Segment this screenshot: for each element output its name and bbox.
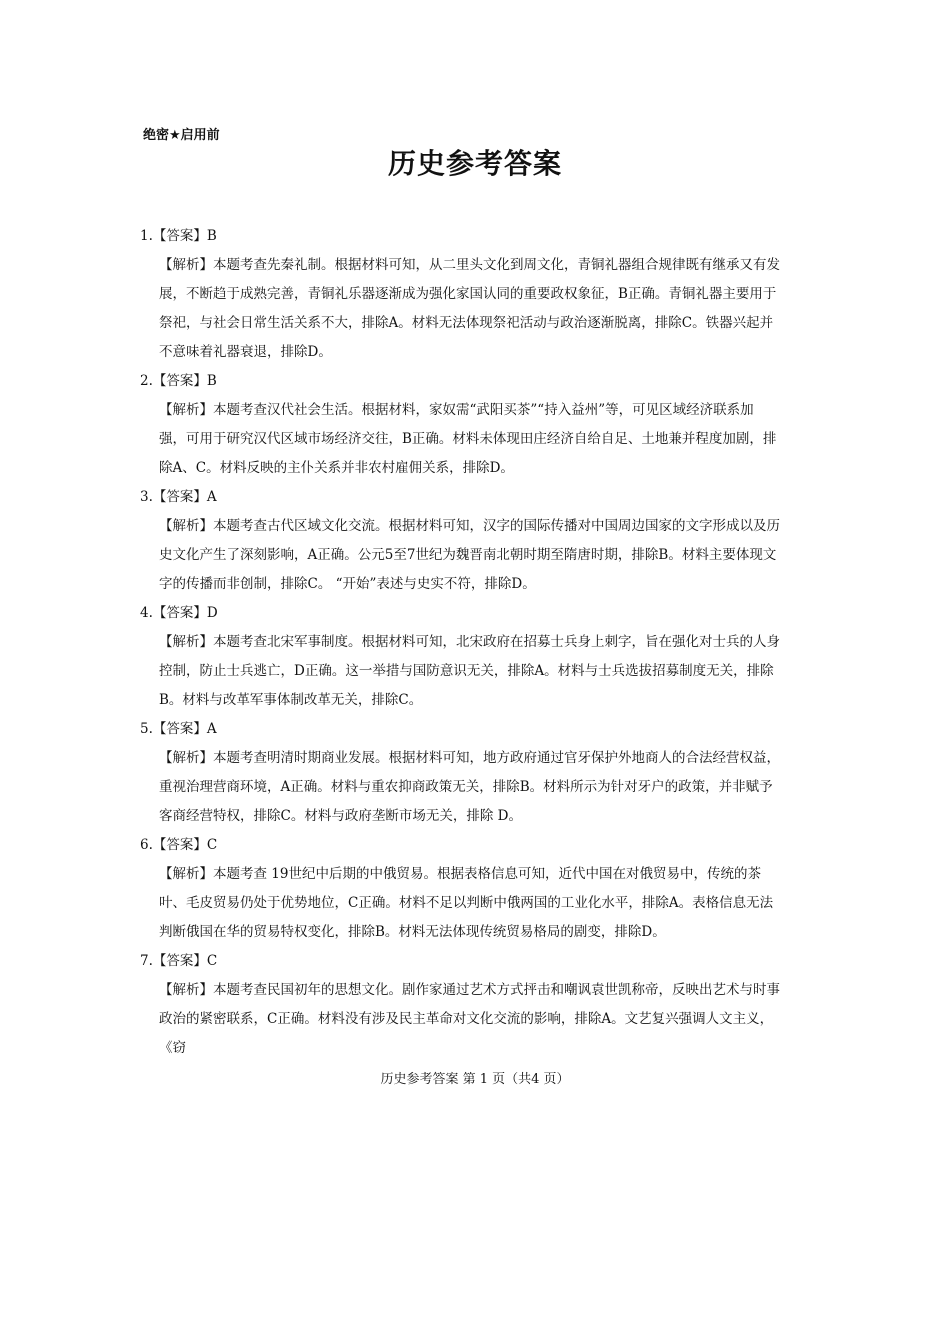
explanation-text: 【解析】本题考查北宋军事制度。根据材料可知，北宋政府在招募士兵身上刺字，旨在强化对士兵的人身控制，防止士兵逃亡，D正确。这一举措与国防意识无关，排除A。材料与士兵选拔招募制度无关，排除B。材料与改革军事体制改革无关，排除C。 <box>159 634 780 708</box>
answer-line: 1.【答案】B <box>140 228 217 244</box>
question-item <box>140 715 780 831</box>
page-title: 历史参考答案 <box>387 147 562 180</box>
explanation-text: 【解析】本题考查 19世纪中后期的中俄贸易。根据表格信息可知，近代中国在对俄贸易中，传统的茶叶、毛皮贸易仍处于优势地位，C正确。材料不足以判断中俄两国的工业化水平，排除A。表格信息无法判断俄国在华的贸易特权变化，排除B。材料无法体现传统贸易格局的剧变，排除D。 <box>159 866 774 940</box>
answer-line: 4.【答案】D <box>140 605 218 621</box>
question-item <box>140 599 780 715</box>
page-footer: 历史参考答案 第 1 页（共4 页） <box>380 1072 570 1087</box>
answer-line: 2.【答案】B <box>140 373 217 389</box>
answer-list <box>140 222 780 1063</box>
answer-line: 6.【答案】C <box>140 837 218 853</box>
explanation-text: 【解析】本题考查明清时期商业发展。根据材料可知，地方政府通过官牙保护外地商人的合法经营权益，重视治理营商环境，A正确。材料与重农抑商政策无关，排除B。材料所示为针对牙户的政策，并非赋予客商经营特权，排除C。材料与政府垄断市场无关，排除 D。 <box>159 750 780 824</box>
explanation-text: 【解析】本题考查民国初年的思想文化。剧作家通过艺术方式抨击和嘲讽袁世凯称帝，反映出艺术与时事政治的紧密联系，C正确。材料没有涉及民主革命对文化交流的影响，排除A。文艺复兴强调人文主义， 《窃 <box>159 982 780 1056</box>
confidential-label: 绝密★启用前 <box>143 128 220 143</box>
question-item <box>140 222 780 367</box>
question-item <box>140 831 780 947</box>
answer-line: 7.【答案】C <box>140 953 218 969</box>
question-item <box>140 947 780 1063</box>
explanation-text: 【解析】本题考查古代区域文化交流。根据材料可知，汉字的国际传播对中国周边国家的文字形成以及历史文化产生了深刻影响，A正确。公元5至7世纪为魏晋南北朝时期至隋唐时期，排除B。材料主要体现文字的传播而非创制，排除C。 “开始”表述与史实不符，排除D。 <box>159 518 780 592</box>
explanation-text: 【解析】本题考查汉代社会生活。根据材料，家奴需“武阳买茶”“持入益州”等，可见区域经济联系加强，可用于研究汉代区域市场经济交往，B正确。材料未体现田庄经济自给自足、土地兼并程度加剧，排除A、C。材料反映的主仆关系并非农村雇佣关系，排除D。 <box>159 402 777 476</box>
question-item <box>140 367 780 483</box>
question-item <box>140 483 780 599</box>
answer-line: 5.【答案】A <box>140 721 217 737</box>
answer-line: 3.【答案】A <box>140 489 217 505</box>
explanation-text: 【解析】本题考查先秦礼制。根据材料可知，从二里头文化到周文化，青铜礼器组合规律既有继承又有发展，不断趋于成熟完善，青铜礼乐器逐渐成为强化家国认同的重要政权象征，B正确。青铜礼器主要用于祭祀，与社会日常生活关系不大，排除A。材料无法体现祭祀活动与政治逐渐脱离，排除C。铁器兴起并不意味着礼器衰退，排除D。 <box>159 257 780 360</box>
